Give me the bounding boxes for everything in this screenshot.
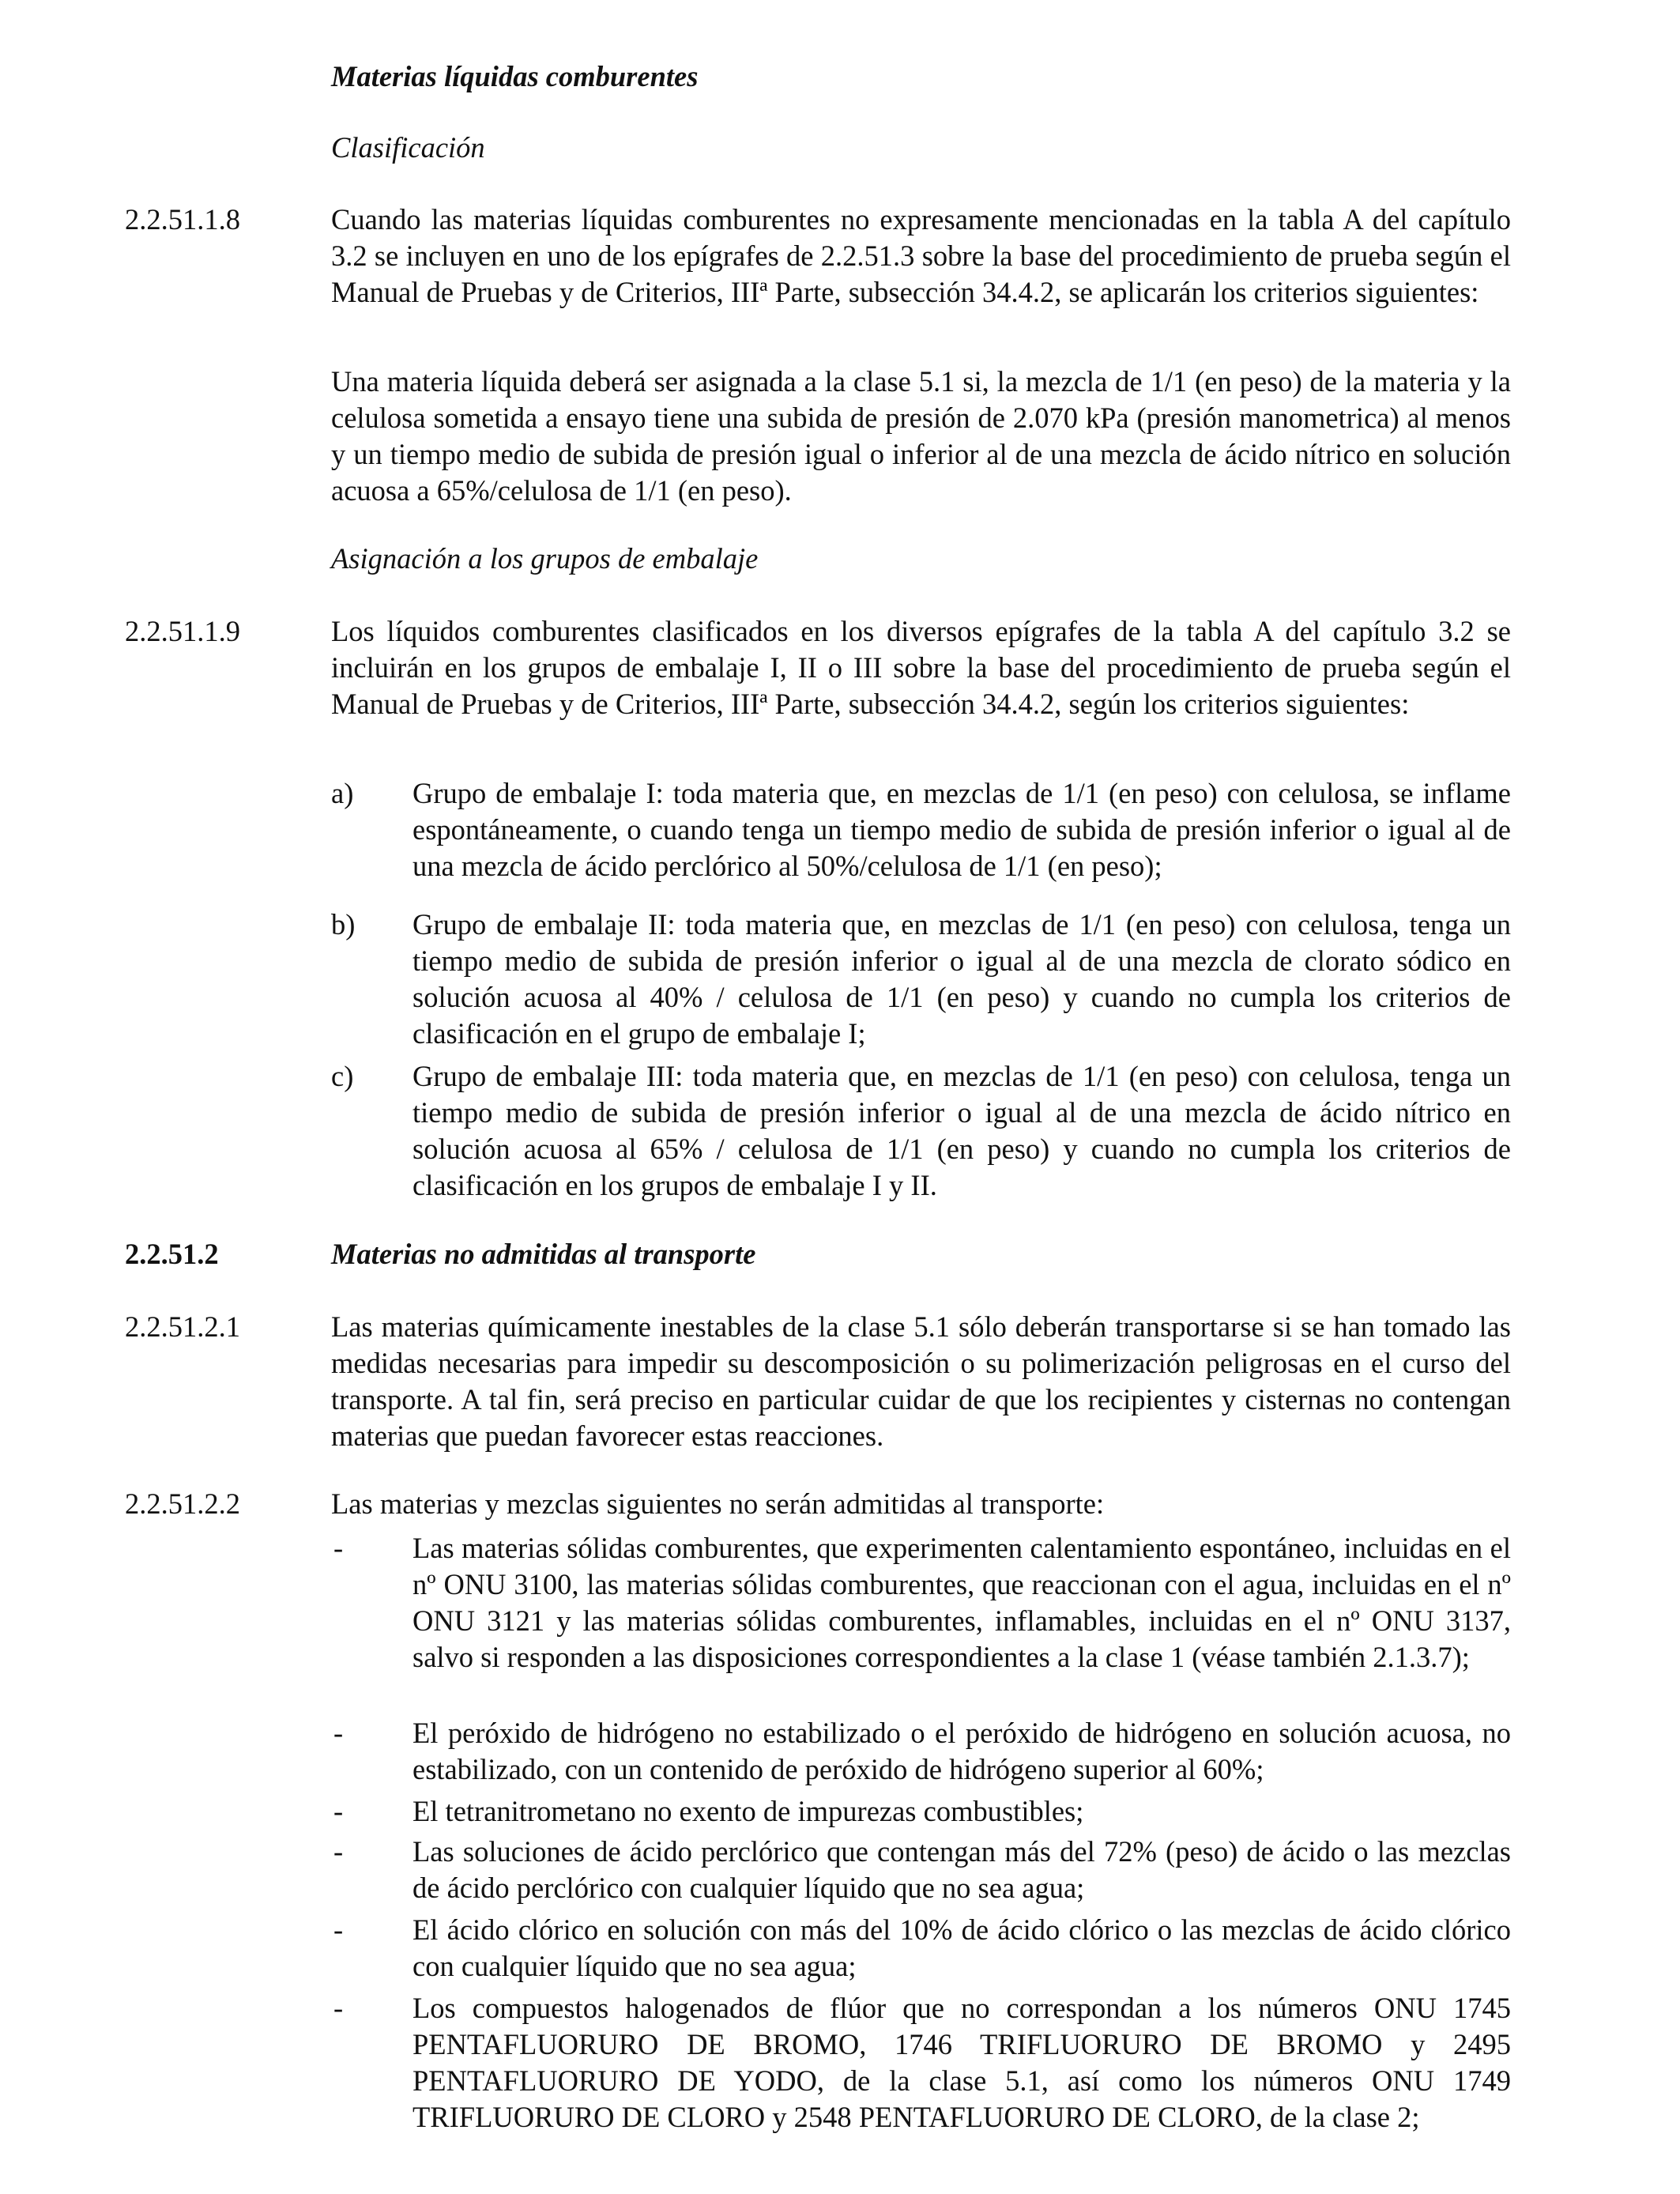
list-item-text: Las materias sólidas comburentes, que experimenten calentamiento espontáneo, incluidas en el nº ONU 3100, las materias sólidas comburentes, que reaccionan con el agua, incluidas en el nº ONU 3121 y las materias sólidas comburentes, inflamables, incluidas en el nº ONU 3137, salvo si responden a las disposiciones correspondientes a la clase 1 (véase también 2.1.3.7); [412,1532,1511,1673]
section-text-2-2-51-2-1: Las materias químicamente inestables de la clase 5.1 sólo deberán transportarse si se han tomado las medidas necesarias para impedir su descomposición o su polimerización peligrosas en el curso del transporte. A tal fin, será preciso en particular cuidar de que los recipientes y cisternas no contengan materias que puedan favorecer estas reacciones. [331,1310,1511,1452]
list-item-marker: - [333,1717,344,1749]
heading-liquidas: Materias líquidas comburentes [331,60,699,92]
list-item-text: Grupo de embalaje III: toda materia que, en mezclas de 1/1 (en peso) con celulosa, tenga un tiempo medio de subida de presión inferior o igual al de una mezcla de ácido nítrico en solución acuosa al 65% / celulosa de 1/1 (en peso) y cuando no cumpla los criterios de clasificación en los grupos de embalaje I y II. [412,1060,1511,1201]
list-item-text: Los compuestos halogenados de flúor que no correspondan a los números ONU 1745 PENTAFLUORURO DE BROMO, 1746 TRIFLUORURO DE BROMO y 2495 PENTAFLUORURO DE YODO, de la clase 5.1, así como los números ONU 1749 TRIFLUORURO DE CLORO y 2548 PENTAFLUORURO DE CLORO, de la clase 2; [412,1992,1511,2133]
section-number-2-2-51-1-9: 2.2.51.1.9 [125,615,240,647]
list-item-marker: - [333,1992,344,2024]
list-item-marker: - [333,1795,344,1827]
section-text-2-2-51-1-8: Cuando las materias líquidas comburentes no expresamente mencionadas en la tabla A del capítulo 3.2 se incluyen en uno de los epígrafes de 2.2.51.3 sobre la base del procedimiento de prueba según el Manual de Pruebas y de Criterios, IIIª Parte, subsección 34.4.2, se aplicarán los criterios siguientes: [331,203,1511,308]
list-item-marker: b) [331,908,356,941]
heading-asignacion: Asignación a los grupos de embalaje [331,542,759,575]
list-item-marker: c) [331,1060,354,1092]
list-item-text: Las soluciones de ácido perclórico que contengan más del 72% (peso) de ácido o las mezclas de ácido perclórico con cualquier líquido que no sea agua; [412,1835,1511,1904]
list-item-marker: - [333,1913,344,1946]
list-item-marker: - [333,1835,344,1868]
section-number-2-2-51-2-2: 2.2.51.2.2 [125,1487,240,1520]
section-title-2-2-51-2: Materias no admitidas al transporte [331,1238,756,1270]
heading-clasificacion: Clasificación [331,131,485,164]
list-item-text: El tetranitrometano no exento de impurezas combustibles; [412,1795,1084,1827]
section-text-2-2-51-2-2: Las materias y mezclas siguientes no serán admitidas al transporte: [331,1487,1105,1520]
section-number-2-2-51-1-8: 2.2.51.1.8 [125,203,240,236]
section-text-2-2-51-1-9: Los líquidos comburentes clasificados en los diversos epígrafes de la tabla A del capítulo 3.2 se incluirán en los grupos de embalaje I, II o III sobre la base del procedimiento de prueba según el Manual de Pruebas y de Criterios, IIIª Parte, subsección 34.4.2, según los criterios siguientes: [331,615,1511,720]
section-number-2-2-51-2-1: 2.2.51.2.1 [125,1310,240,1343]
list-item-marker: - [333,1532,344,1564]
list-item-marker: a) [331,777,354,809]
list-item-text: Grupo de embalaje I: toda materia que, en mezclas de 1/1 (en peso) con celulosa, se inflame espontáneamente, o cuando tenga un tiempo medio de subida de presión inferior o igual al de una mezcla de ácido perclórico al 50%/celulosa de 1/1 (en peso); [412,777,1511,882]
list-item-text: El ácido clórico en solución con más del 10% de ácido clórico o las mezclas de ácido clórico con cualquier líquido que no sea agua; [412,1913,1511,1982]
list-item-text: El peróxido de hidrógeno no estabilizado o el peróxido de hidrógeno en solución acuosa, no estabilizado, con un contenido de peróxido de hidrógeno superior al 60%; [412,1717,1511,1785]
section-number-2-2-51-2: 2.2.51.2 [125,1238,219,1270]
section-text-2-2-51-1-8-criteria: Una materia líquida deberá ser asignada a la clase 5.1 si, la mezcla de 1/1 (en peso) de la materia y la celulosa sometida a ensayo tiene una subida de presión de 2.070 kPa (presión manometrica) al menos y un tiempo medio de subida de presión igual o inferior al de una mezcla de ácido nítrico en solución acuosa a 65%/celulosa de 1/1 (en peso). [331,365,1511,507]
list-item-text: Grupo de embalaje II: toda materia que, en mezclas de 1/1 (en peso) con celulosa, tenga un tiempo medio de subida de presión inferior o igual al de una mezcla de clorato sódico en solución acuosa al 40% / celulosa de 1/1 (en peso) y cuando no cumpla los criterios de clasificación en el grupo de embalaje I; [412,908,1511,1050]
